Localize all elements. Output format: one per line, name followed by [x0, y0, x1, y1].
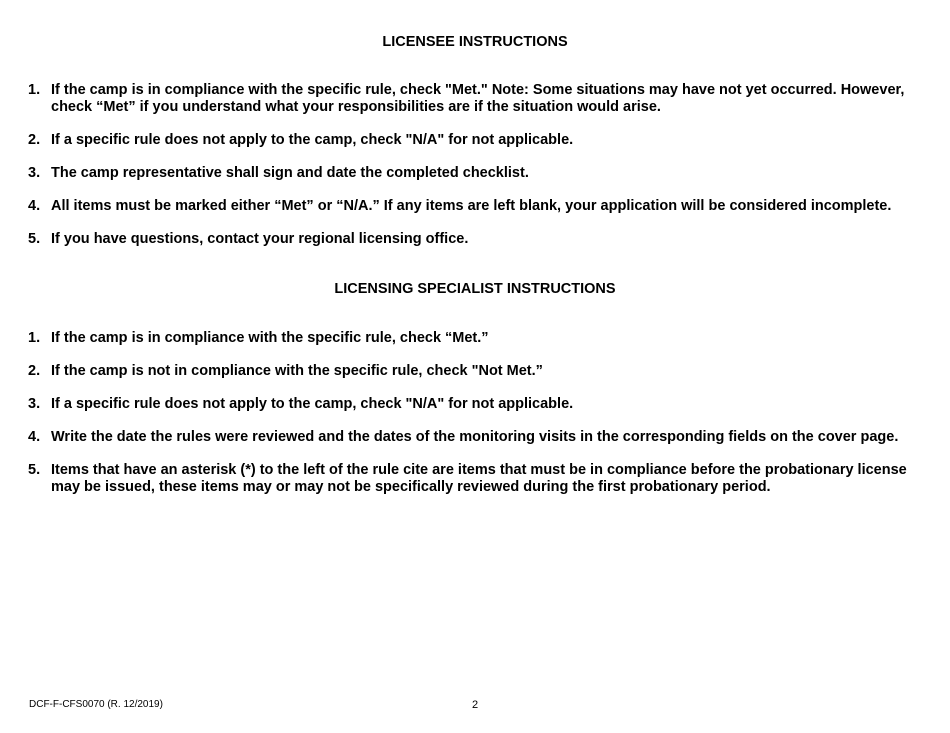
item-text: All items must be marked either “Met” or “N/A.” If any items are left blank, your application will be considered incomplete. [51, 198, 892, 214]
licensing-specialist-instructions-list [28, 330, 912, 512]
item-text: Write the date the rules were reviewed and the dates of the monitoring visits in the corresponding fields on the cover page. [51, 429, 899, 445]
licensee-instructions-heading: LICENSEE INSTRUCTIONS [382, 34, 568, 50]
item-text: Items that have an asterisk (*) to the left of the rule cite are items that must be in compliance before the probationary license may be issued, these items may or may not be specifically reviewed during the first probationary period. [51, 462, 907, 495]
list-item [28, 82, 912, 116]
list-item [28, 132, 912, 149]
item-text: If a specific rule does not apply to the camp, check "N/A" for not applicable. [51, 132, 574, 148]
item-number: 3. [28, 165, 41, 181]
list-item [28, 198, 912, 215]
item-number: 5. [28, 231, 41, 247]
item-text: If the camp is in compliance with the specific rule, check "Met." Note: Some situations may have not yet occurred. However, check “Met” if you understand what your responsibilities are if the situation would arise. [51, 82, 905, 115]
list-item [28, 396, 912, 413]
list-item [28, 330, 912, 347]
item-number: 4. [28, 198, 41, 214]
item-text: If a specific rule does not apply to the camp, check "N/A" for not applicable. [51, 396, 574, 412]
item-text: If the camp is not in compliance with the specific rule, check "Not Met.” [51, 363, 543, 379]
form-identifier: DCF-F-CFS0070 (R. 12/2019) [29, 699, 163, 710]
list-item [28, 165, 912, 182]
list-item [28, 462, 912, 496]
list-item [28, 231, 912, 248]
item-number: 5. [28, 462, 41, 478]
list-item [28, 429, 912, 446]
item-number: 3. [28, 396, 41, 412]
item-text: The camp representative shall sign and date the completed checklist. [51, 165, 529, 181]
licensing-specialist-instructions-heading: LICENSING SPECIALIST INSTRUCTIONS [334, 281, 616, 297]
item-text: If the camp is in compliance with the specific rule, check “Met.” [51, 330, 489, 346]
item-number: 1. [28, 330, 41, 346]
item-number: 2. [28, 363, 41, 379]
item-text: If you have questions, contact your regional licensing office. [51, 231, 469, 247]
item-number: 1. [28, 82, 41, 98]
item-number: 4. [28, 429, 41, 445]
item-number: 2. [28, 132, 41, 148]
licensee-instructions-list [28, 82, 912, 264]
list-item [28, 363, 912, 380]
page-number: 2 [471, 699, 479, 711]
